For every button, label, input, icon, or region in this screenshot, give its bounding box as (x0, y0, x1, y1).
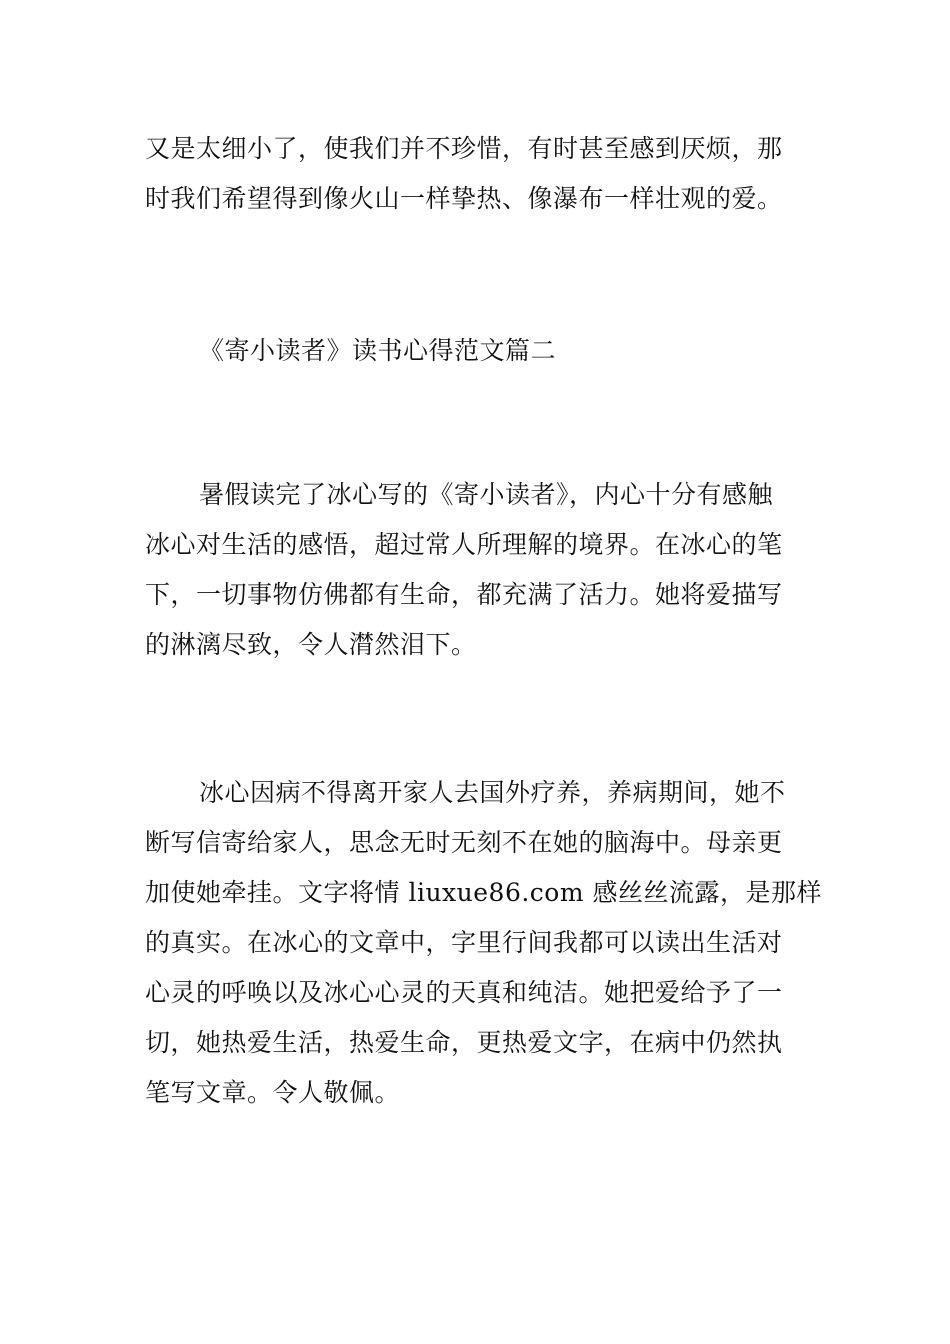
text-line: 的真实。在冰心的文章中，字里行间我都可以读出生活对 (145, 928, 783, 957)
text-line: 时我们希望得到像火山一样挚热、像瀑布一样壮观的爱。 (145, 184, 783, 213)
text-line: 的淋漓尽致，令人潸然泪下。 (145, 630, 477, 659)
text-line: 笔写文章。令人敬佩。 (145, 1078, 401, 1107)
text-line: 加使她牵挂。文字将情 liuxue86.com 感丝丝流露，是那样 (145, 878, 822, 907)
text-line: 心灵的呼唤以及冰心心灵的天真和纯洁。她把爱给予了一 (145, 978, 783, 1007)
paragraph-1 (145, 470, 810, 670)
text-line: 断写信寄给家人，思念无时无刻不在她的脑海中。母亲更 (145, 828, 783, 857)
text-line: 切，她热爱生活，热爱生命，更热爱文字，在病中仍然执 (145, 1028, 783, 1057)
paragraph-continued (145, 124, 810, 224)
section-title (199, 326, 864, 376)
text-line: 冰心对生活的感悟，超过常人所理解的境界。在冰心的笔 (145, 530, 783, 559)
text-line: 下，一切事物仿佛都有生命，都充满了活力。她将爱描写 (145, 580, 783, 609)
paragraph-2 (145, 768, 822, 1118)
text-line: 暑假读完了冰心写的《寄小读者》，内心十分有感触 (199, 480, 774, 509)
section-title-text: 《寄小读者》读书心得范文篇二 (199, 336, 557, 365)
text-line: 又是太细小了，使我们并不珍惜，有时甚至感到厌烦，那 (145, 134, 783, 163)
text-line: 冰心因病不得离开家人去国外疗养，养病期间，她不 (199, 778, 786, 807)
